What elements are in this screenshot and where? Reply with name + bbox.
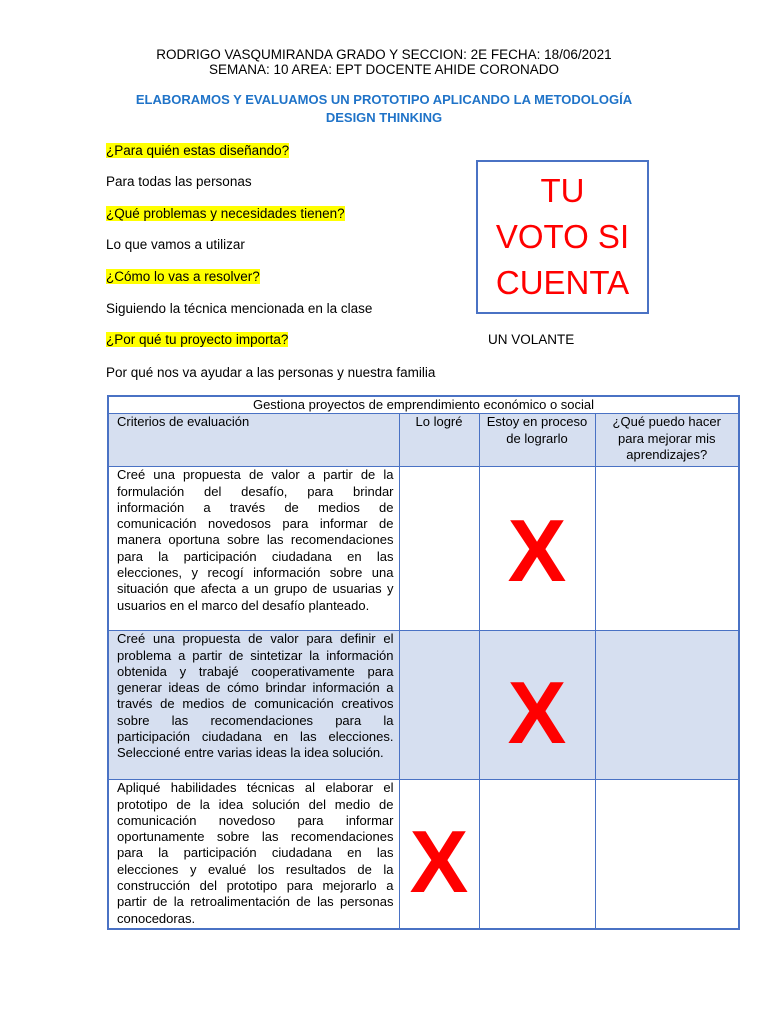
table-header-row — [108, 414, 739, 467]
header-in-progress: Estoy en proceso de lograrlo — [479, 414, 595, 467]
header-line-1: RODRIGO VASQUMIRANDA GRADO Y SECCION: 2E FECHA: 18/06/2021 — [156, 47, 612, 62]
question-2 — [106, 206, 345, 222]
in-progress-cell — [479, 780, 595, 930]
title-line-1: ELABORAMOS Y EVALUAMOS UN PROTOTIPO APLICANDO LA METODOLOGÍA — [135, 92, 633, 107]
flyer-line-3: CUENTA — [495, 264, 630, 301]
achieved-cell — [399, 780, 479, 930]
document-title — [0, 91, 768, 127]
criterion-cell: Creé una propuesta de valor para definir el problema a partir de sintetizar la información obtenida y trabajé cooperativamente para generar ideas de cómo brindar información a través de medios de comunicación creativos sobre las recomendaciones para la participación ciudadana en las elecciones. Seleccioné entre varias ideas la idea solución. — [108, 631, 399, 780]
question-4-text: ¿Por qué tu proyecto importa? — [106, 332, 289, 347]
question-1-text: ¿Para quién estas diseñando? — [106, 143, 290, 158]
title-line-2: DESIGN THINKING — [325, 110, 443, 125]
header-achieved: Lo logré — [399, 414, 479, 467]
table-caption: Gestiona proyectos de emprendimiento económico o social — [108, 396, 739, 414]
flyer-line-1: TU — [540, 172, 585, 209]
improve-cell — [595, 467, 739, 631]
question-3 — [106, 269, 260, 285]
achieved-cell — [399, 631, 479, 780]
question-1 — [106, 143, 289, 159]
question-3-text: ¿Cómo lo vas a resolver? — [106, 269, 260, 284]
answer-1: Para todas las personas — [106, 174, 252, 189]
flyer-box — [476, 160, 649, 314]
question-2-text: ¿Qué problemas y necesidades tienen? — [106, 206, 345, 221]
header-improve: ¿Qué puedo hacer para mejorar mis aprendizajes? — [595, 414, 739, 467]
table-row — [108, 780, 739, 930]
improve-cell — [595, 780, 739, 930]
flyer-line-2: VOTO SI — [495, 218, 630, 255]
answer-3: Siguiendo la técnica mencionada en la clase — [106, 301, 373, 316]
table-caption-row — [108, 396, 739, 414]
criterion-cell: Creé una propuesta de valor a partir de la formulación del desafío, para brindar información a través de medios de comunicación novedosos para informar de manera oportuna sobre las recomendaciones para la participación ciudadana en las elecciones, y recogí información sobre una situación que afecta a un grupo de usuarias y usuarios en el marco del desafío planteado. — [108, 467, 399, 631]
answer-2: Lo que vamos a utilizar — [106, 237, 245, 252]
x-mark: X — [507, 663, 567, 763]
table-row — [108, 467, 739, 631]
achieved-cell — [399, 467, 479, 631]
criterion-cell: Apliqué habilidades técnicas al elaborar el prototipo de la idea solución del medio de comunicación novedoso para informar oportunamente sobre las recomendaciones para la participación ciudadana en las elecciones y evalué los resultados de la construcción del prototipo para mejorarlo a partir de la retroalimentación de las personas conocedoras. — [108, 780, 399, 930]
in-progress-cell — [479, 467, 595, 631]
table-row — [108, 631, 739, 780]
header-line-2: SEMANA: 10 AREA: EPT DOCENTE AHIDE CORONADO — [208, 62, 560, 77]
improve-cell — [595, 631, 739, 780]
x-mark: X — [507, 501, 567, 601]
in-progress-cell — [479, 631, 595, 780]
header-criteria: Criterios de evaluación — [108, 414, 399, 467]
x-mark: X — [409, 812, 469, 912]
evaluation-table — [107, 395, 740, 930]
question-4 — [106, 332, 288, 348]
flyer-caption: UN VOLANTE — [488, 332, 575, 347]
answer-4: Por qué nos va ayudar a las personas y nuestra familia — [106, 365, 436, 380]
